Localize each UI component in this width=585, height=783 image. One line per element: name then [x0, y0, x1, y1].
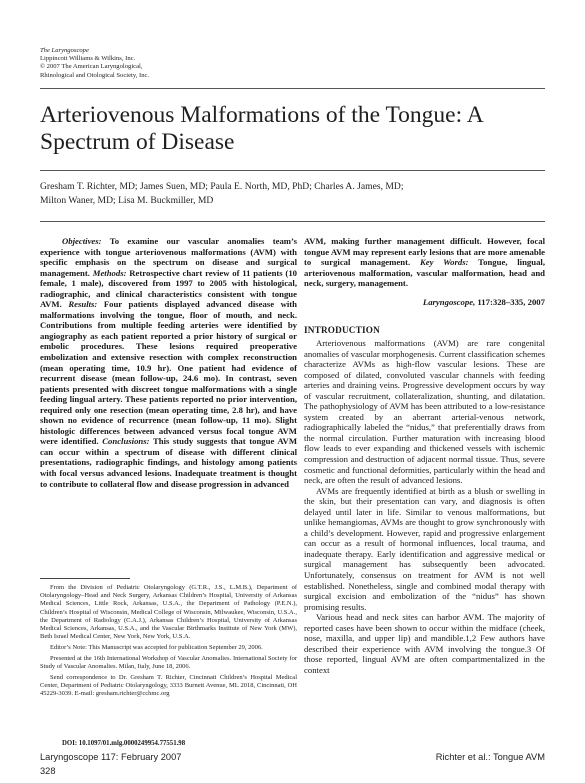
authors-line-1: Gresham T. Richter, MD; James Suen, MD; Paula E. North, MD, PhD; Charles A. James, MD; [40, 181, 404, 192]
copyright-line: © 2007 The American Laryngological, [40, 63, 143, 71]
journal-name: The Laryngoscope [40, 47, 89, 54]
keywords-label: Key Words: [419, 257, 469, 268]
footnote-presented: Presented at the 16th International Workshop of Vascular Anomalies. International Society for Study of Vascular Anomalies. Milan, Italy, June 18, 2006. [40, 654, 297, 671]
title-rule-bottom [40, 170, 545, 171]
methods-label: Methods: [92, 267, 127, 278]
society-line: Rhinological and Otological Society, Inc. [40, 71, 150, 79]
publisher-line: Lippincott Williams & Wilkins, Inc. [40, 55, 136, 63]
objectives-label: Objectives: [62, 236, 102, 246]
doi: DOI: 10.1097/01.mlg.0000249954.77551.98 [62, 740, 186, 747]
page-number: 328 [40, 766, 56, 776]
footnote-rule [40, 578, 130, 579]
footnote-correspondence: Send correspondence to Dr. Gresham T. Richter, Cincinnati Children’s Hospital Medical Center, Department of Pediatric Otolaryngology, 3333 Burnett Avenue, ML 2018, Cincinnati, OH 45229-3039. E-mail: gresham.richter@cchmc.org [40, 673, 297, 698]
journal-header [40, 47, 340, 80]
footer-running-title: Richter et al.: Tongue AVM [435, 752, 545, 762]
introduction-paragraph-3: Various head and neck sites can harbor AVM. The majority of reported cases have been shown to occur within the midface (cheek, nose, maxilla, and upper lip) and mandible.1,2 Few authors have described their experience with AVM involving the tongue.3 Of those reported, lingual AVM are often compartmentalized in the context [304, 612, 545, 675]
citation-ref: 117:328–335, 2007 [475, 297, 545, 307]
authors-line-2: Milton Waner, MD; Lisa M. Buckmiller, MD [40, 194, 214, 206]
objectives-text: To examine our vascular anomalies team’s experience with tongue arteriovenous malformations (AVM) with specific emphasis on the spectrum on disease and surgical management. [40, 236, 297, 278]
abstract-continuation [304, 236, 545, 289]
article-title: Arteriovenous Malformations of the Tongue: A Spectrum of Disease [40, 102, 483, 155]
authors-rule [40, 221, 545, 222]
abstract-main [40, 236, 297, 489]
citation-journal: Laryngoscope, [422, 297, 476, 307]
introduction-paragraph-1: Arteriovenous malformations (AVM) are rare congenital anomalies of vascular morphogenesis. Current classification schemes characterize AVMs as high-flow vascular lesions. These are composed of dilated, convoluted vascular channels with feeding arteries and draining veins. Progressive development occurs by way of vascular recruitment, collateralization, shunting, and dilatation. The pathophysiology of AVM has been attributed to a low-resistance system created by an aberrant arterial-venous network, radiographically labeled the “nidus,” that preferentially draws from the normal circulation. Further maturation with increasing blood flow leads to ever expanding and thickened vessels with ischemic compression and destruction of adjacent normal tissue. Thus, severe cosmetic and functional deformities, particularly within the head and neck, are often the result of advanced lesions. [304, 338, 546, 486]
introduction-heading: INTRODUCTION [304, 325, 380, 335]
methods-text: Retrospective chart review of 11 patients (10 female, 1 male), discovered from 1997 to 2005 with histological, radiographic, and clinical characteristics consistent with tongue AVM. [40, 267, 298, 310]
abstract-citation [304, 297, 545, 307]
introduction-paragraph-2: AVMs are frequently identified at birth as a blush or swelling in the skin, but their presentation can vary, and diagnosis is often delayed until later in life. Similar to venous malformations, but unlike hemangiomas, AVMs are thought to grow synchronously with a child’s development. However, rapid and progressive enlargement can occur as a result of hormonal influences, local trauma, and inadequate therapy. Early identification and aggressive medical or surgical management has subsequently been advocated. Unfortunately, consensus on treatment for AVM is not well established. Nonetheless, single and combined modal therapy with surgical excision and embolization of the “nidus” has shown promising results. [304, 485, 545, 612]
abstract-right-text: AVM, making further management difficult. However, focal tongue AVM may represent early lesions that are more amenable to surgical management. [304, 236, 545, 268]
author-list [40, 180, 545, 207]
footnote-affiliations: From the Division of Pediatric Otolaryngology (G.T.R., J.S., L.M.B.), Department of Otolaryngology–Head and Neck Surgery, Arkansas Children’s Hospital, University of Arkansas Medical Sciences, Little Rock, Arkansas, U.S.A., the Department of Pathology (P.E.N.), Children’s Hospital of Wisconsin, Medical College of Wisconsin, Milwaukee, Wisconsin, U.S.A., the Department of Radiology (C.A.J.), Arkansas Children’s Hospital, University of Arkansas Medical Sciences, Arkansas, U.S.A., and the Vascular Birthmarks Institute of New York (MW), Beth Israel Medical Center, New York, New York, U.S.A. [40, 584, 297, 641]
conclusions-text: This study suggests that tongue AVM can occur within a spectrum of disease with different clinical presentations, radiographic findings, and histology among patients with focal versus advanced lesions. Inadequate treatment is thought to contribute to collateral flow and disease progression in advanced [40, 436, 298, 489]
results-label: Results: [68, 299, 98, 310]
footer-journal-issue: Laryngoscope 117: February 2007 [40, 752, 182, 762]
conclusions-label: Conclusions: [102, 436, 150, 447]
introduction-body [304, 338, 545, 676]
keywords-text: Tongue, lingual, arteriovenous malformation, vascular malformation, head and neck, surgery, management. [304, 257, 546, 289]
footnote-editor-note: Editor’s Note: This Manuscript was accepted for publication September 29, 2006. [50, 644, 263, 652]
results-text: Four patients displayed advanced disease with malformations involving the tongue, floor of mouth, and neck. Contributions from multiple feeding arteries were identified by angiography as each patient reported a prior history of surgical or embolic procedures. These lesions required preoperative embolization and extensive resection with complex reconstruction (mean operating time, 10.9 hr). One patient had evidence of recurrent disease (mean follow-up, 24.6 mo). In contrast, seven patients presented with discreet tongue malformations with a single feeding lingual artery. These patients reported no prior intervention, required only one resection (mean operating time, 2.8 hr), and have shown no evidence of recurrence (mean follow-up, 11 mo). Slight histologic differences between advanced versus focal tongue AVM were identified. [40, 299, 298, 447]
title-rule-top [40, 88, 545, 89]
footnotes [40, 584, 297, 701]
